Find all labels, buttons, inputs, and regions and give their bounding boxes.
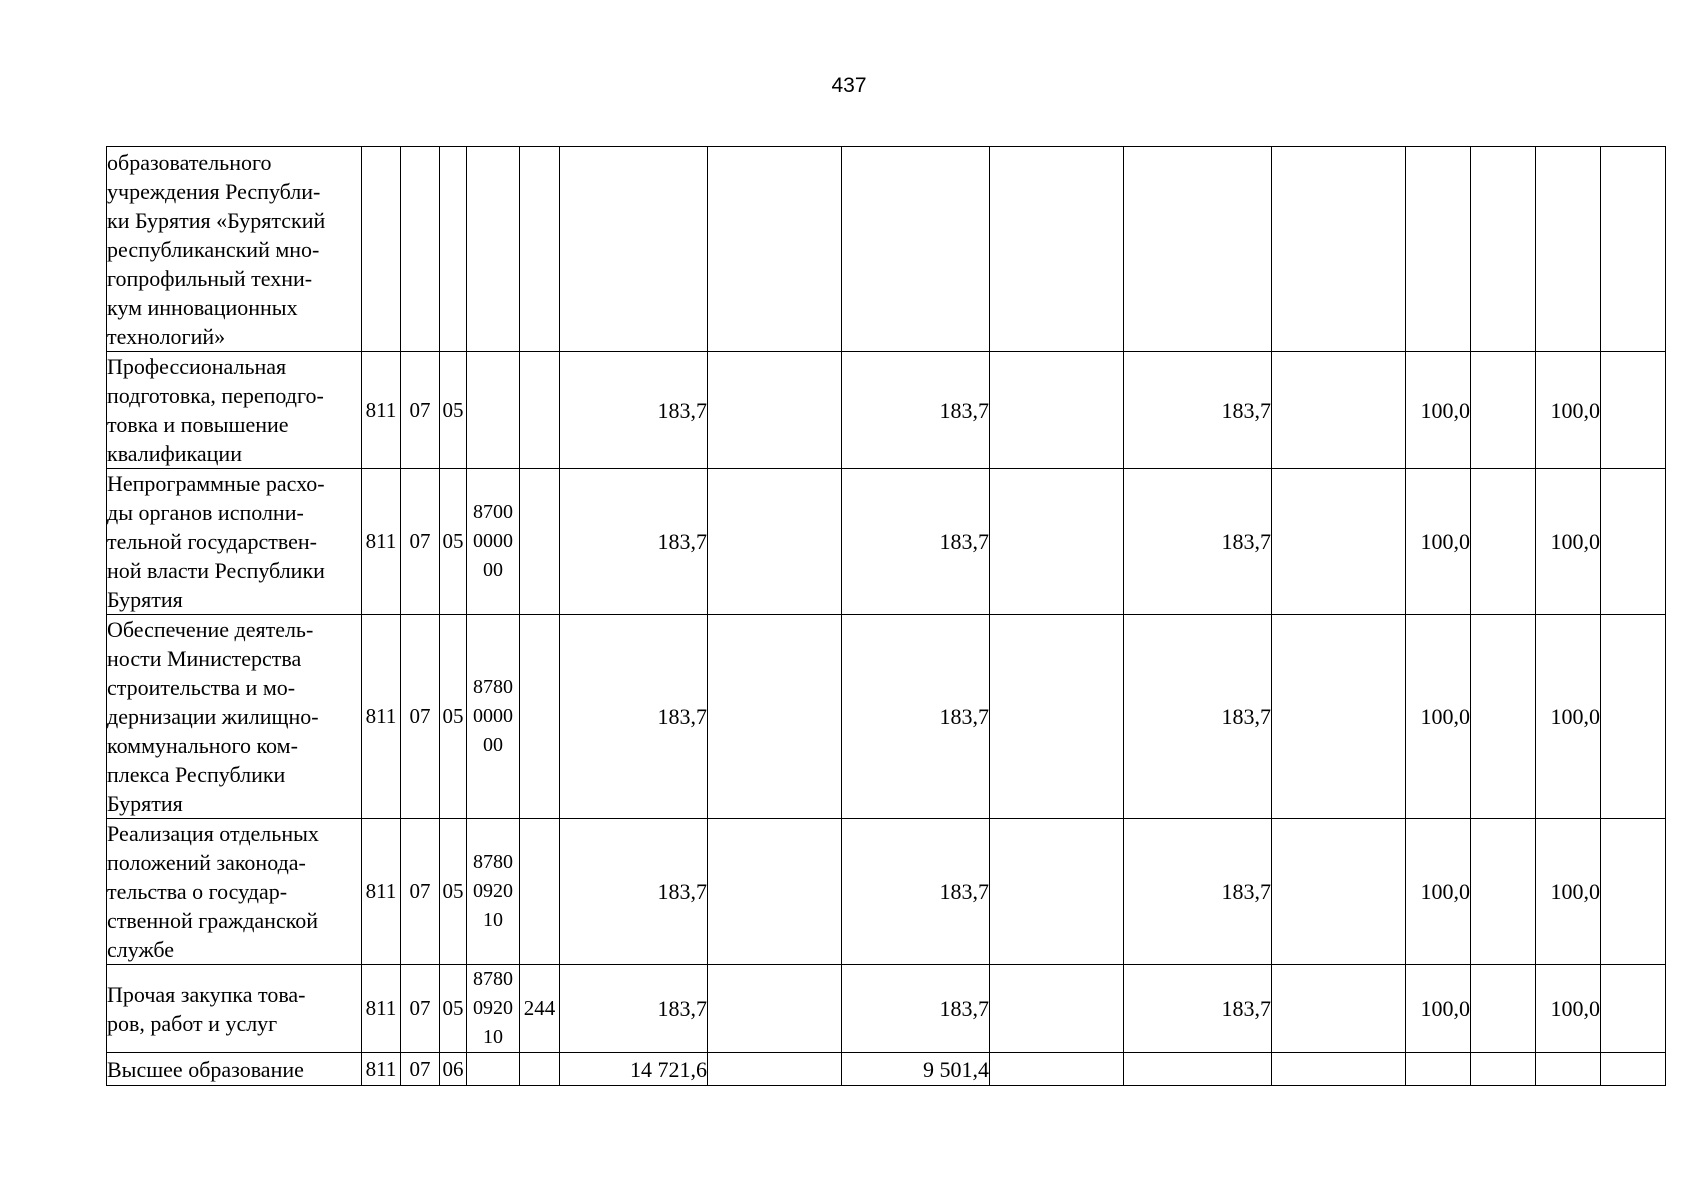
rz-code: 07 — [401, 469, 440, 615]
empty-cell — [990, 615, 1124, 819]
empty-cell — [990, 965, 1124, 1053]
rz-code: 07 — [401, 1053, 440, 1086]
vr-code — [520, 819, 560, 965]
empty-cell — [708, 352, 842, 469]
table-row — [107, 819, 1666, 965]
rz-code: 07 — [401, 819, 440, 965]
empty-cell — [1601, 615, 1666, 819]
empty-cell — [990, 147, 1124, 352]
value-5 — [1536, 147, 1601, 352]
value-3: 183,7 — [1124, 965, 1272, 1053]
table-row — [107, 469, 1666, 615]
value-4 — [1406, 1053, 1471, 1086]
table-row — [107, 147, 1666, 352]
row-name: Реализация отдельных положений законода- тельства о государ- ственной гражданской службе — [107, 819, 362, 965]
empty-cell — [1471, 469, 1536, 615]
empty-cell — [990, 469, 1124, 615]
value-2: 183,7 — [842, 965, 990, 1053]
value-5: 100,0 — [1536, 615, 1601, 819]
table-row — [107, 1053, 1666, 1086]
row-name: Непрограммные расхо- ды органов исполни- тельной государствен- ной власти Республики Бурятия — [107, 469, 362, 615]
csr-code: 8780 0920 10 — [467, 965, 520, 1053]
empty-cell — [1272, 819, 1406, 965]
grbs-code: 811 — [362, 1053, 401, 1086]
value-4 — [1406, 147, 1471, 352]
empty-cell — [990, 352, 1124, 469]
empty-cell — [708, 1053, 842, 1086]
rz-code — [401, 147, 440, 352]
row-name: Высшее образование — [107, 1053, 362, 1086]
empty-cell — [708, 965, 842, 1053]
pr-code: 05 — [440, 819, 467, 965]
vr-code — [520, 147, 560, 352]
empty-cell — [1272, 469, 1406, 615]
empty-cell — [1272, 965, 1406, 1053]
value-1: 183,7 — [560, 469, 708, 615]
empty-cell — [1601, 965, 1666, 1053]
csr-code — [467, 147, 520, 352]
value-3 — [1124, 147, 1272, 352]
empty-cell — [1471, 352, 1536, 469]
value-3: 183,7 — [1124, 615, 1272, 819]
empty-cell — [1471, 1053, 1536, 1086]
vr-code — [520, 1053, 560, 1086]
empty-cell — [1601, 1053, 1666, 1086]
pr-code: 05 — [440, 965, 467, 1053]
pr-code — [440, 147, 467, 352]
value-2: 183,7 — [842, 352, 990, 469]
csr-code: 8780 0920 10 — [467, 819, 520, 965]
empty-cell — [708, 469, 842, 615]
empty-cell — [708, 615, 842, 819]
empty-cell — [1272, 352, 1406, 469]
vr-code — [520, 615, 560, 819]
value-5 — [1536, 1053, 1601, 1086]
value-1: 183,7 — [560, 819, 708, 965]
value-3: 183,7 — [1124, 352, 1272, 469]
value-5: 100,0 — [1536, 469, 1601, 615]
row-name: Обеспечение деятель- ности Министерства строительства и мо- дернизации жилищно- коммунального ком- плекса Республики Бурятия — [107, 615, 362, 819]
empty-cell — [1601, 819, 1666, 965]
empty-cell — [1272, 147, 1406, 352]
empty-cell — [1471, 965, 1536, 1053]
value-4: 100,0 — [1406, 352, 1471, 469]
value-4: 100,0 — [1406, 965, 1471, 1053]
value-4: 100,0 — [1406, 819, 1471, 965]
rz-code: 07 — [401, 615, 440, 819]
pr-code: 05 — [440, 615, 467, 819]
pr-code: 06 — [440, 1053, 467, 1086]
value-3: 183,7 — [1124, 819, 1272, 965]
value-2: 183,7 — [842, 615, 990, 819]
table-row — [107, 352, 1666, 469]
csr-code — [467, 352, 520, 469]
vr-code: 244 — [520, 965, 560, 1053]
grbs-code: 811 — [362, 469, 401, 615]
row-name: Профессиональная подготовка, переподго- товка и повышение квалификации — [107, 352, 362, 469]
empty-cell — [990, 1053, 1124, 1086]
table-row — [107, 965, 1666, 1053]
rz-code: 07 — [401, 965, 440, 1053]
budget-table — [106, 146, 1666, 1086]
value-3: 183,7 — [1124, 469, 1272, 615]
value-5: 100,0 — [1536, 819, 1601, 965]
rz-code: 07 — [401, 352, 440, 469]
value-4: 100,0 — [1406, 469, 1471, 615]
value-1: 14 721,6 — [560, 1053, 708, 1086]
csr-code: 8780 0000 00 — [467, 615, 520, 819]
value-1: 183,7 — [560, 615, 708, 819]
grbs-code: 811 — [362, 819, 401, 965]
value-4: 100,0 — [1406, 615, 1471, 819]
value-1 — [560, 147, 708, 352]
row-name: Прочая закупка това- ров, работ и услуг — [107, 965, 362, 1053]
empty-cell — [1601, 147, 1666, 352]
value-5: 100,0 — [1536, 352, 1601, 469]
empty-cell — [1272, 1053, 1406, 1086]
value-3 — [1124, 1053, 1272, 1086]
grbs-code — [362, 147, 401, 352]
value-5: 100,0 — [1536, 965, 1601, 1053]
value-1: 183,7 — [560, 965, 708, 1053]
value-1: 183,7 — [560, 352, 708, 469]
empty-cell — [990, 819, 1124, 965]
row-name: образовательного учреждения Республи- ки Бурятия «Бурятский республиканский мно- гопрофильный техни- кум инновационных технологий» — [107, 147, 362, 352]
page-number: 437 — [831, 74, 867, 97]
empty-cell — [1471, 819, 1536, 965]
csr-code — [467, 1053, 520, 1086]
empty-cell — [1272, 615, 1406, 819]
vr-code — [520, 469, 560, 615]
grbs-code: 811 — [362, 352, 401, 469]
empty-cell — [708, 819, 842, 965]
vr-code — [520, 352, 560, 469]
empty-cell — [1601, 469, 1666, 615]
empty-cell — [1471, 615, 1536, 819]
value-2 — [842, 147, 990, 352]
table-row — [107, 615, 1666, 819]
grbs-code: 811 — [362, 965, 401, 1053]
value-2: 9 501,4 — [842, 1053, 990, 1086]
pr-code: 05 — [440, 469, 467, 615]
value-2: 183,7 — [842, 469, 990, 615]
pr-code: 05 — [440, 352, 467, 469]
value-2: 183,7 — [842, 819, 990, 965]
empty-cell — [1471, 147, 1536, 352]
empty-cell — [1601, 352, 1666, 469]
grbs-code: 811 — [362, 615, 401, 819]
empty-cell — [708, 147, 842, 352]
csr-code: 8700 0000 00 — [467, 469, 520, 615]
